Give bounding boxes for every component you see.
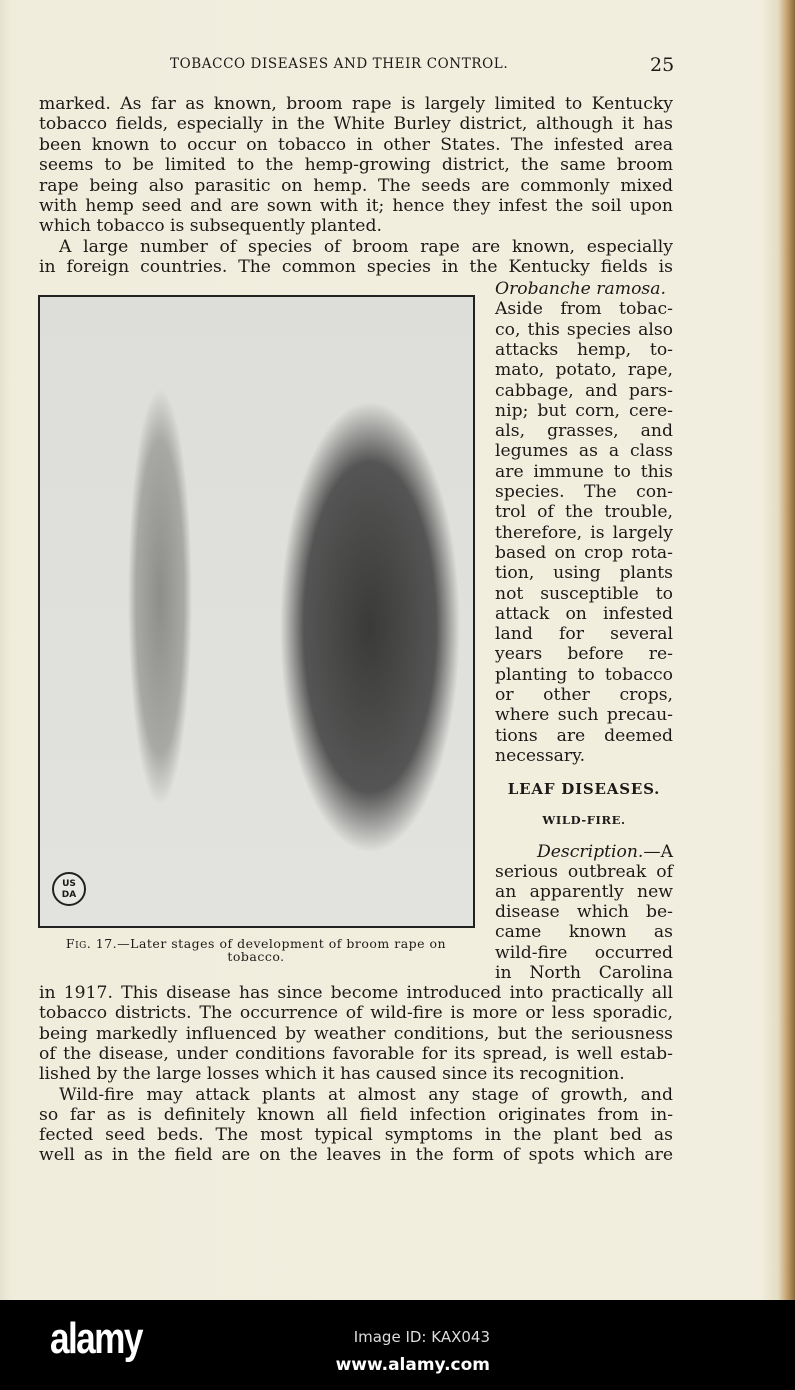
text-line: trol of the trouble, bbox=[495, 502, 673, 523]
text-line: marked. As far as known, broom rape is largely limited to Kentucky bbox=[39, 94, 673, 114]
watermark-footer bbox=[0, 1300, 795, 1390]
text-line: wild-fire occurred bbox=[495, 942, 673, 963]
caption-text: —Later stages of development of broom rape on tobacco. bbox=[117, 936, 447, 964]
text-line: attacks hemp, to- bbox=[495, 339, 673, 360]
figure-caption bbox=[36, 937, 476, 963]
text-line: species. The con- bbox=[495, 482, 673, 502]
caption-label: Fig. 17. bbox=[65, 936, 118, 951]
text-line: Aside from tobac- bbox=[495, 299, 673, 320]
text-line: of the disease, under conditions favorable for its spread, is well estab- bbox=[39, 1043, 673, 1064]
text-line: being markedly influenced by weather conditions, but the seriousness bbox=[39, 1023, 673, 1044]
text-line: disease which be- bbox=[495, 902, 673, 923]
text-line: where such precau- bbox=[495, 705, 673, 726]
text-line: cabbage, and pars- bbox=[495, 380, 673, 401]
running-title: TOBACCO DISEASES AND THEIR CONTROL. bbox=[170, 56, 509, 72]
text-line: legumes as a class bbox=[495, 441, 673, 462]
text-line: years before re- bbox=[495, 644, 673, 665]
text-line: als, grasses, and bbox=[495, 421, 673, 442]
text-line: mato, potato, rape, bbox=[495, 360, 673, 381]
page-number: 25 bbox=[650, 54, 675, 76]
figure-photo-broom-rape bbox=[38, 295, 475, 928]
text-line: attack on infested bbox=[495, 603, 673, 624]
text-line: tobacco fields, especially in the White Burley district, although it has bbox=[39, 114, 673, 135]
text-line: an apparently new bbox=[495, 882, 673, 903]
text-line: tobacco districts. The occurrence of wild-fire is more or less sporadic, bbox=[39, 1003, 673, 1024]
text-line: in foreign countries. The common species in the Kentucky fields is bbox=[39, 257, 673, 278]
description-label: Description. bbox=[536, 842, 644, 862]
subsection-heading: WILD-FIRE. bbox=[542, 813, 626, 827]
image-id: Image ID: KAX043 bbox=[353, 1328, 490, 1346]
section-heading: LEAF DISEASES. bbox=[507, 780, 661, 798]
text-line: nip; but corn, cere- bbox=[495, 400, 673, 421]
text-line: serious outbreak of bbox=[495, 862, 673, 883]
text-line: planting to tobacco bbox=[495, 664, 673, 685]
text-line: in 1917. This disease has since become introduced into practically all bbox=[39, 983, 673, 1003]
text-line: tion, using plants bbox=[495, 563, 673, 584]
text-line: co, this species also bbox=[495, 319, 673, 340]
footer-url: www.alamy.com bbox=[335, 1355, 490, 1375]
text-line: therefore, is largely bbox=[495, 522, 673, 543]
text-line: seems to be limited to the hemp-growing district, the same broom bbox=[39, 155, 673, 176]
text-line: not susceptible to bbox=[495, 583, 673, 604]
text-line bbox=[495, 842, 673, 862]
text-line: fected seed beds. The most typical symptoms in the plant bed as bbox=[39, 1125, 673, 1146]
text-line: which tobacco is subsequently planted. bbox=[39, 216, 382, 237]
text-line: with hemp seed and are sown with it; hence they infest the soil upon bbox=[39, 196, 673, 216]
text-line: A large number of species of broom rape are known, especially bbox=[59, 236, 673, 257]
text-line: necessary. bbox=[495, 745, 586, 766]
text-line: tions are deemed bbox=[495, 725, 673, 746]
text-line: lished by the large losses which it has caused since its recognition. bbox=[39, 1064, 625, 1085]
text-line: came known as bbox=[495, 922, 673, 943]
text-line: been known to occur on tobacco in other States. The infested area bbox=[39, 134, 673, 155]
text-line: are immune to this bbox=[495, 461, 673, 482]
alamy-logo: alamy bbox=[50, 1314, 142, 1363]
text-line: rape being also parasitic on hemp. The seeds are commonly mixed bbox=[39, 175, 673, 196]
text-fragment: —A bbox=[643, 842, 673, 862]
usda-seal-icon: US DA bbox=[52, 872, 86, 906]
text-line: or other crops, bbox=[495, 685, 673, 705]
text-line: Orobanche ramosa. bbox=[495, 279, 666, 299]
text-line: so far as is definitely known all field infection originates from in- bbox=[39, 1104, 673, 1125]
text-line: based on crop rota- bbox=[495, 542, 673, 563]
text-line: Wild-fire may attack plants at almost any stage of growth, and bbox=[59, 1084, 673, 1105]
text-line: land for several bbox=[495, 624, 673, 645]
text-line: well as in the field are on the leaves in the form of spots which are bbox=[39, 1145, 673, 1166]
text-line: in North Carolina bbox=[495, 962, 673, 983]
